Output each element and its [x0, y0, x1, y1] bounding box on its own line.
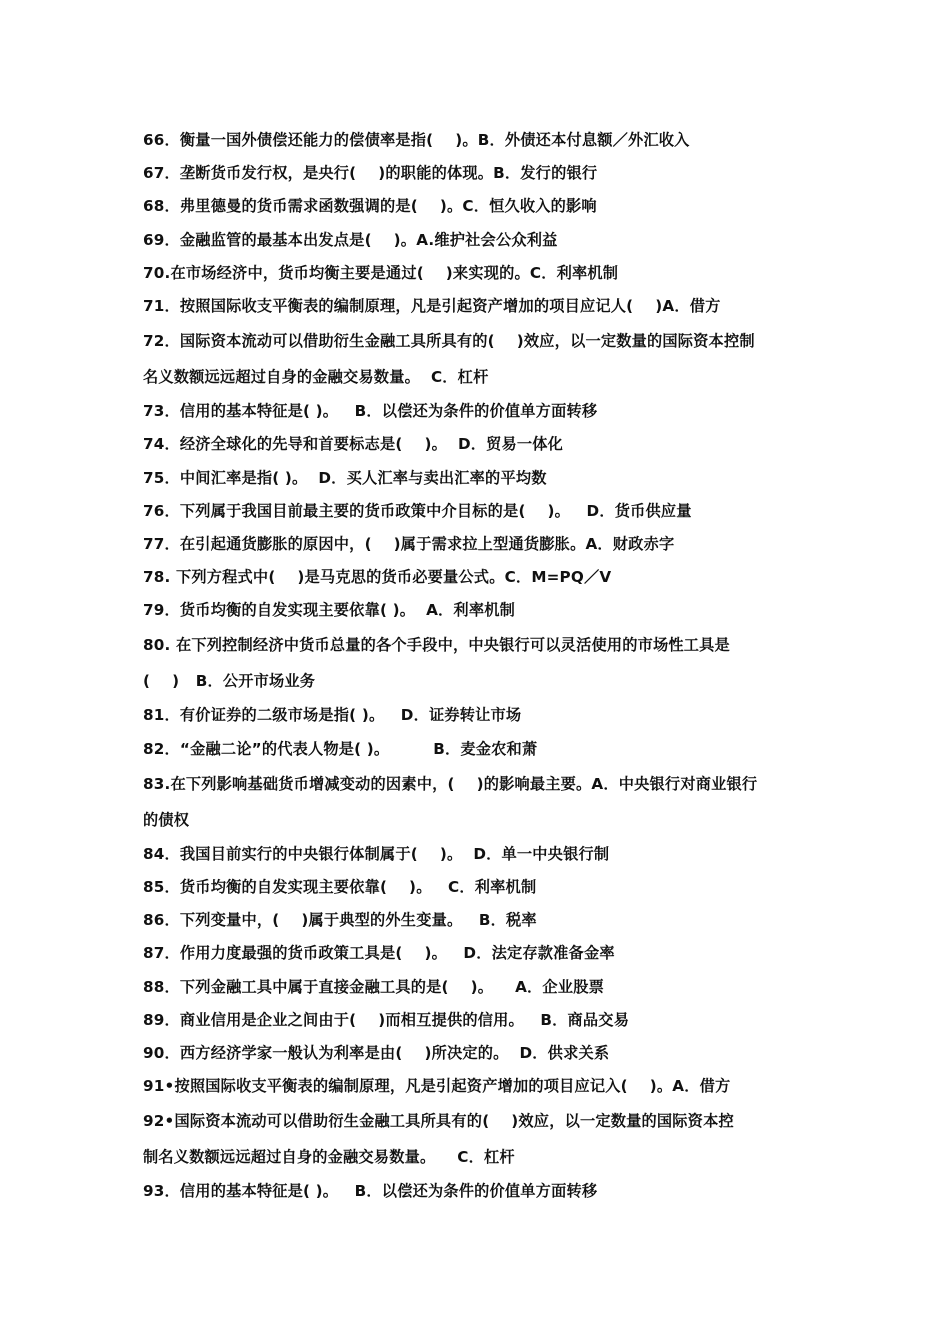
question-70: 70.在市场经济中，货币均衡主要是通过( )来实现的。C．利率机制 [143, 263, 619, 282]
question-71: 71．按照国际收支平衡表的编制原理，凡是引起资产增加的项目应记人( )A．借方 [143, 296, 721, 315]
question-86: 86．下列变量中，( )属于典型的外生变量。 B．税率 [143, 911, 537, 930]
question-80-continued: ( ) B．公开市场业务 [143, 672, 316, 691]
question-82: 82．“金融二论”的代表人物是( )。 B．麦金农和萧 [143, 739, 538, 758]
question-78: 78. 下列方程式中( )是马克思的货币必要量公式。C．M=PQ／V [143, 568, 612, 587]
question-76: 76．下列属于我国目前最主要的货币政策中介目标的是( )。 D．货币供应量 [143, 501, 692, 520]
question-79: 79．货币均衡的自发实现主要依靠( )。 A．利率机制 [143, 601, 515, 620]
question-93: 93．信用的基本特征是( )。 B．以偿还为条件的价值单方面转移 [143, 1182, 598, 1201]
question-90: 90．西方经济学家一般认为利率是由( )所决定的。 D．供求关系 [143, 1043, 610, 1062]
question-88: 88．下列金融工具中属于直接金融工具的是( )。 A．企业股票 [143, 977, 604, 996]
question-80: 80. 在下列控制经济中货币总量的各个手段中，中央银行可以灵活使用的市场性工具是 [143, 636, 730, 655]
question-77: 77．在引起通货膨胀的原因中，( )属于需求拉上型通货膨胀。A．财政赤字 [143, 534, 675, 553]
question-73: 73．信用的基本特征是( )。 B．以偿还为条件的价值单方面转移 [143, 402, 598, 421]
question-72: 72．国际资本流动可以借助衍生金融工具所具有的( )效应，以一定数量的国际资本控制 [143, 332, 755, 351]
question-67: 67．垄断货币发行权，是央行( )的职能的体现。B．发行的银行 [143, 164, 598, 183]
question-84: 84．我国目前实行的中央银行体制属于( )。 D．单一中央银行制 [143, 844, 610, 863]
question-83: 83.在下列影响基础货币增减变动的因素中，( )的影响最主要。A．中央银行对商业银行 [143, 774, 758, 793]
question-81: 81．有价证券的二级市场是指( )。 D．证券转让市场 [143, 706, 522, 725]
question-85: 85．货币均衡的自发实现主要依靠( )。 C．利率机制 [143, 878, 537, 896]
question-83-continued: 的债权 [143, 810, 190, 829]
question-68: 68．弗里德曼的货币需求函数强调的是( )。C．恒久收入的影响 [143, 197, 597, 216]
question-74: 74．经济全球化的先导和首要标志是( )。 D．贸易一体化 [143, 435, 564, 454]
question-87: 87．作用力度最强的货币政策工具是( )。 D．法定存款准备金率 [143, 944, 615, 963]
question-72-continued: 名义数额远远超过自身的金融交易数量。 C．杠杆 [143, 368, 489, 387]
question-66: 66．衡量一国外债偿还能力的偿债率是指( )。B．外债还本付息额／外汇收入 [143, 131, 690, 149]
question-69: 69．金融监管的最基本出发点是( )。A.维护社会公众利益 [143, 230, 558, 249]
question-92-continued: 制名义数额远远超过自身的金融交易数量。 C．杠杆 [143, 1148, 515, 1167]
question-92: 92•国际资本流动可以借助衍生金融工具所具有的( )效应，以一定数量的国际资本控 [143, 1112, 734, 1131]
question-91: 91•按照国际收支平衡表的编制原理，凡是引起资产增加的项目应记入( )。A．借方 [143, 1077, 731, 1096]
question-89: 89．商业信用是企业之间由于( )而相互提供的信用。 B．商品交易 [143, 1010, 630, 1029]
question-list [143, 124, 823, 1209]
question-75: 75．中间汇率是指( )。 D．买人汇率与卖出汇率的平均数 [143, 468, 547, 487]
